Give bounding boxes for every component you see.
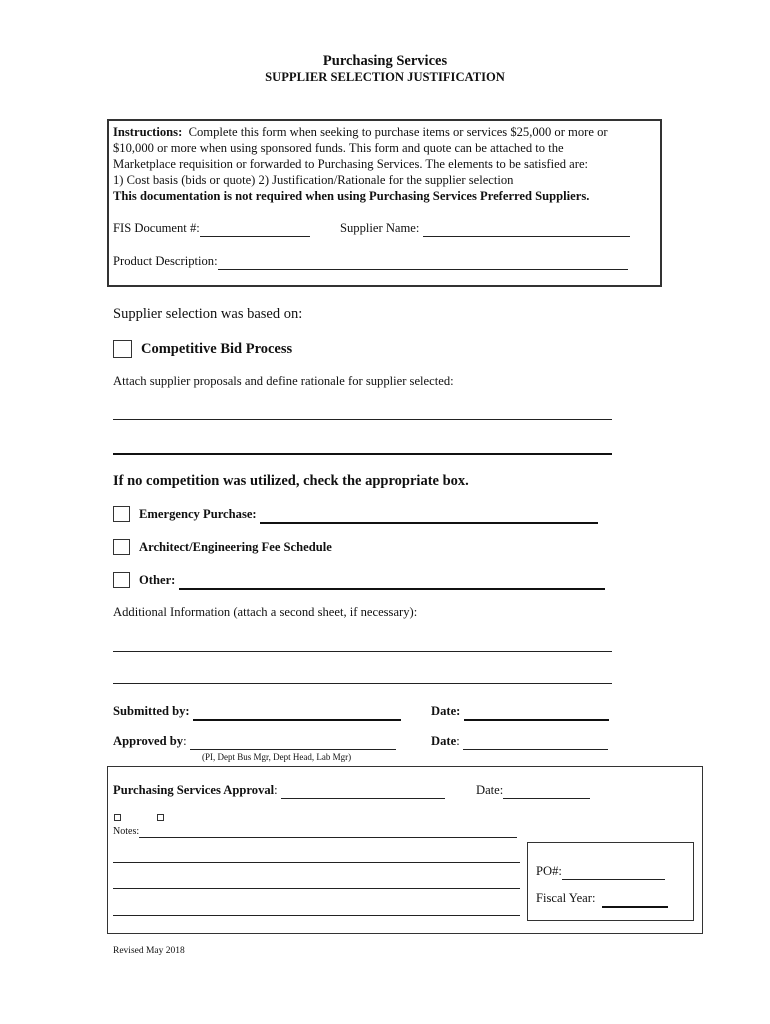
purchasing-checkbox-1[interactable] xyxy=(114,814,121,821)
attach-proposals-text: Attach supplier proposals and define rationale for supplier selected: xyxy=(113,374,454,388)
purchasing-date-label: Date: xyxy=(476,783,504,797)
page-subtitle: SUPPLIER SELECTION JUSTIFICATION xyxy=(265,70,505,84)
purchasing-approval-input[interactable] xyxy=(281,783,445,799)
notes-label: Notes: xyxy=(113,826,140,837)
notes-field xyxy=(113,826,517,838)
notes-line-3[interactable] xyxy=(113,915,520,916)
instructions-line-4: 1) Cost basis (bids or quote) 2) Justification/Rationale for the supplier selection xyxy=(113,173,514,187)
po-number-field xyxy=(536,864,665,880)
competitive-bid-label: Competitive Bid Process xyxy=(141,341,293,357)
additional-info-line-2[interactable] xyxy=(113,683,612,684)
approver-hint: (PI, Dept Bus Mgr, Dept Head, Lab Mgr) xyxy=(202,752,352,762)
no-competition-heading: If no competition was utilized, check the appropriate box. xyxy=(113,473,469,489)
supplier-name-label: Supplier Name: xyxy=(340,221,420,235)
other-input[interactable] xyxy=(179,573,605,590)
competitive-bid-checkbox[interactable] xyxy=(113,340,132,358)
supplier-name-field xyxy=(340,221,630,237)
other-label: Other: xyxy=(139,573,176,587)
fiscal-year-label: Fiscal Year: xyxy=(536,891,596,905)
instructions-label: Instructions: xyxy=(113,125,183,139)
notes-line-2[interactable] xyxy=(113,888,520,889)
submitted-by-field xyxy=(113,704,401,721)
product-description-label: Product Description: xyxy=(113,254,218,268)
notes-input[interactable] xyxy=(139,826,517,838)
submitted-by-label: Submitted by: xyxy=(113,704,190,718)
product-description-input[interactable] xyxy=(218,254,628,270)
approved-date-colon: : xyxy=(456,734,460,748)
page-title: Purchasing Services xyxy=(322,53,448,69)
approved-by-input[interactable] xyxy=(190,734,396,750)
additional-info-label: Additional Information (attach a second sheet, if necessary): xyxy=(113,605,418,619)
approved-date-field xyxy=(431,734,608,750)
emergency-purchase-checkbox[interactable] xyxy=(113,506,130,522)
approved-by-label: Approved by xyxy=(113,734,184,748)
submitted-by-input[interactable] xyxy=(193,704,401,721)
instructions-line-3: Marketplace requisition or forwarded to Purchasing Services. The elements to be satisfied are: xyxy=(113,157,589,171)
instructions-text-1: Complete this form when seeking to purchase items or services $25,000 or more or xyxy=(188,125,608,139)
notes-line-1[interactable] xyxy=(113,862,520,863)
instructions-line-1 xyxy=(113,124,608,140)
purchasing-checkbox-2[interactable] xyxy=(157,814,164,821)
other-field xyxy=(139,573,605,590)
additional-info-line-1[interactable] xyxy=(113,651,612,652)
po-number-label: PO#: xyxy=(536,864,562,878)
emergency-purchase-label: Emergency Purchase: xyxy=(139,507,257,521)
approved-date-label: Date xyxy=(431,734,457,748)
instructions-line-5: This documentation is not required when using Purchasing Services Preferred Suppliers. xyxy=(113,189,590,203)
submitted-date-field xyxy=(431,704,609,721)
architect-fee-checkbox[interactable] xyxy=(113,539,130,555)
other-checkbox[interactable] xyxy=(113,572,130,588)
architect-fee-label: Architect/Engineering Fee Schedule xyxy=(139,540,332,554)
rationale-line-2[interactable] xyxy=(113,453,612,455)
fiscal-year-input[interactable] xyxy=(602,891,668,908)
supplier-name-input[interactable] xyxy=(423,221,630,237)
fis-document-label: FIS Document #: xyxy=(113,221,200,235)
purchasing-approval-label: Purchasing Services Approval xyxy=(113,783,275,797)
fiscal-year-field xyxy=(536,891,668,908)
approved-date-input[interactable] xyxy=(463,734,608,750)
fis-document-input[interactable] xyxy=(200,221,310,237)
purchasing-date-input[interactable] xyxy=(503,783,590,799)
submitted-date-input[interactable] xyxy=(464,704,609,721)
approved-by-field xyxy=(113,734,396,750)
purchasing-date-field xyxy=(476,783,590,799)
revised-date: Revised May 2018 xyxy=(113,946,185,956)
instructions-line-2: $10,000 or more when using sponsored funds. This form and quote can be attached to the xyxy=(113,141,564,155)
purchasing-approval-field xyxy=(113,783,445,799)
po-number-input[interactable] xyxy=(562,864,665,880)
po-box xyxy=(527,842,694,921)
selection-heading: Supplier selection was based on: xyxy=(113,306,303,322)
approved-by-colon: : xyxy=(183,734,187,748)
fis-document-field xyxy=(113,221,310,237)
submitted-date-label: Date: xyxy=(431,704,461,718)
purchasing-approval-colon: : xyxy=(274,783,278,797)
rationale-line-1[interactable] xyxy=(113,419,612,420)
product-description-field xyxy=(113,254,628,270)
emergency-purchase-input[interactable] xyxy=(260,507,598,524)
emergency-purchase-field xyxy=(139,507,598,524)
